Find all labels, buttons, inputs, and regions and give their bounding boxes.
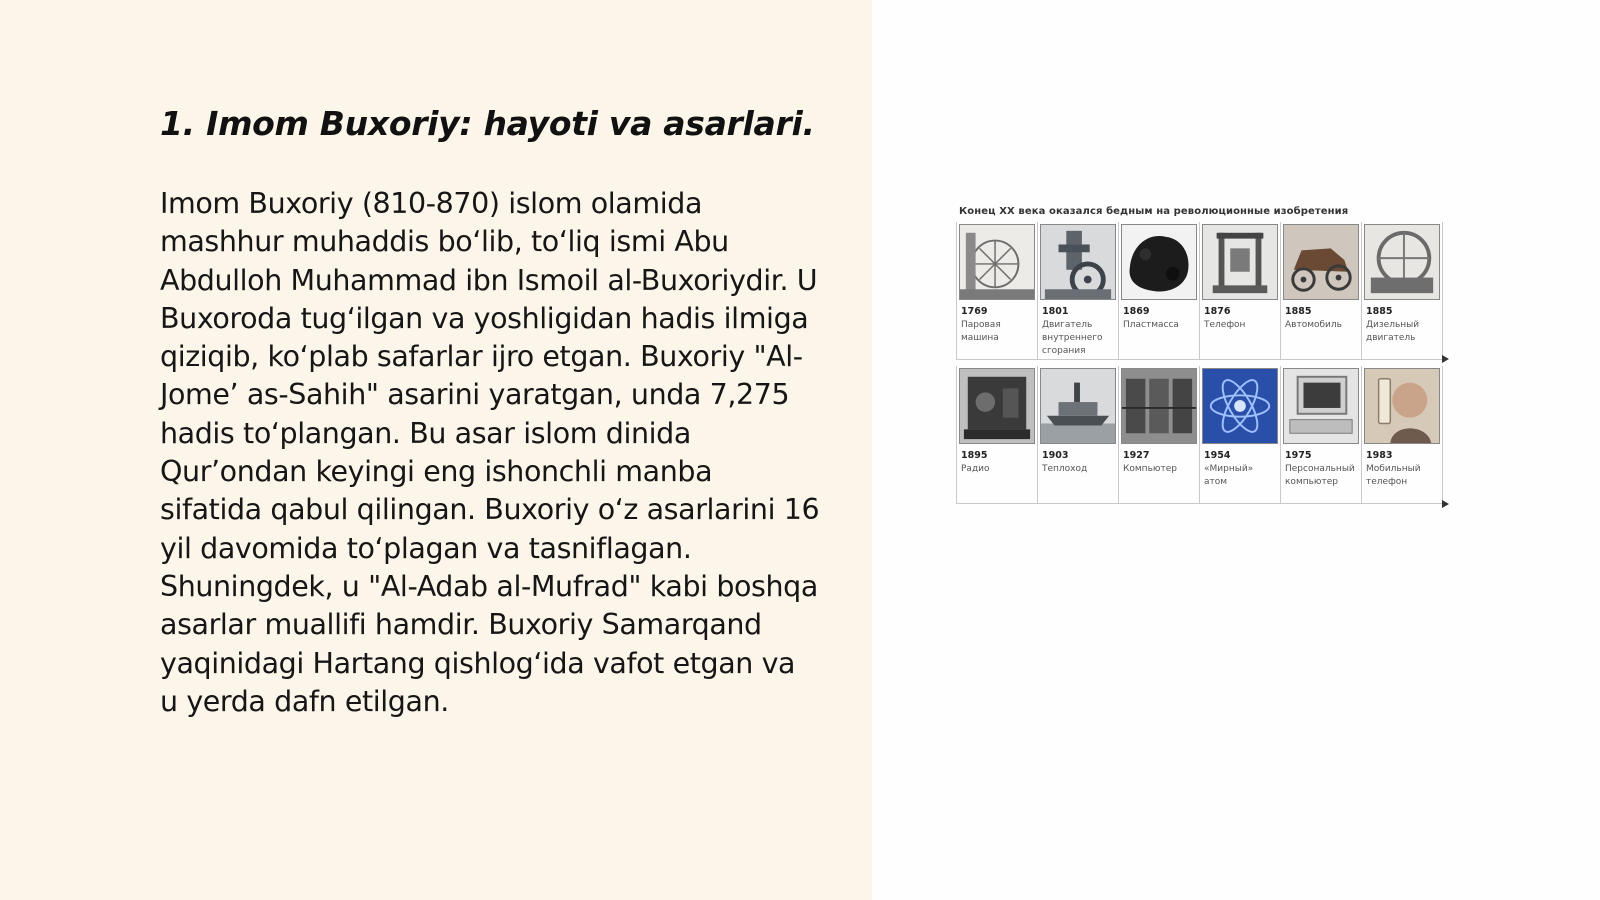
- mobile-phone-icon: [1364, 368, 1440, 444]
- radio-icon: [959, 368, 1035, 444]
- timeline-cell: [1119, 366, 1200, 503]
- telephone-icon: [1202, 224, 1278, 300]
- timeline-label: Персональный компьютер: [1285, 464, 1355, 487]
- timeline-label: Двигатель внутреннего сгорания: [1042, 320, 1103, 356]
- personal-computer-icon: [1283, 368, 1359, 444]
- timeline-row-1: [956, 222, 1447, 360]
- slide-body-text: Imom Buxoriy (810-870) islom olamida mashhur muhaddis boʻlib, toʻliq ismi Abu Abdulloh Muhammad ibn Ismoil al-Buxoriydir. U Buxoroda tugʻilgan va yoshligidan hadis ilmiga qiziqib, koʻplab safarlar ijro etgan. Buxoriy "Al-Jomeʼ as-Sahih" asarini yaratgan, unda 7,275 hadis toʻplangan. Bu asar islom dinida Qurʼondan keyingi eng ishonchli manba sifatida qabul qilingan. Buxoriy oʻz asarlarini 16 yil davomida toʻplagan va tasniflagan. Shuningdek, u "Al-Adab al-Mufrad" kabi boshqa asarlar muallifi hamdir. Buxoriy Samarqand yaqinidagi Hartang qishlogʻida vafot etgan va u yerda dafn etilgan.: [160, 187, 820, 718]
- timeline-year: 1895: [961, 450, 988, 461]
- timeline-cell: [1362, 222, 1443, 359]
- timeline-year: 1801: [1042, 306, 1069, 317]
- timeline-label: Автомобиль: [1285, 320, 1342, 330]
- timeline-year: 1885: [1285, 306, 1312, 317]
- timeline-year: 1954: [1204, 450, 1231, 461]
- timeline-cell: [1281, 366, 1362, 503]
- timeline-label: Радио: [961, 464, 990, 474]
- car-icon: [1283, 224, 1359, 300]
- timeline-label: Теплоход: [1042, 464, 1088, 474]
- timeline-label: Паровая машина: [961, 320, 1001, 343]
- diesel-engine-icon: [1364, 224, 1440, 300]
- timeline-year: 1885: [1366, 306, 1393, 317]
- timeline-year: 1869: [1123, 306, 1150, 317]
- timeline-cell: [1038, 366, 1119, 503]
- timeline-arrow-icon: [1442, 500, 1449, 508]
- slide-title: 1. Imom Buxoriy: hayoti va asarlari.: [160, 104, 815, 143]
- timeline-year: 1903: [1042, 450, 1069, 461]
- timeline-cell: [1200, 222, 1281, 359]
- inventions-timeline-image: [952, 200, 1452, 520]
- atom-icon: [1202, 368, 1278, 444]
- timeline-row-2: [956, 366, 1447, 504]
- plastic-icon: [1121, 224, 1197, 300]
- timeline-cell: [1038, 222, 1119, 359]
- timeline-label: Мобильный телефон: [1366, 464, 1421, 487]
- timeline-arrow-icon: [1442, 355, 1449, 363]
- timeline-heading: Конец XX века оказался бедным на революционные изобретения: [959, 206, 1349, 217]
- timeline-year: 1983: [1366, 450, 1393, 461]
- timeline-year: 1975: [1285, 450, 1312, 461]
- computer-icon: [1121, 368, 1197, 444]
- timeline-label: Телефон: [1204, 320, 1246, 330]
- timeline-year: 1769: [961, 306, 988, 317]
- timeline-label: Компьютер: [1123, 464, 1177, 474]
- timeline-year: 1927: [1123, 450, 1150, 461]
- timeline-label: Пластмасса: [1123, 320, 1179, 330]
- timeline-cell: [1281, 222, 1362, 359]
- timeline-label: Дизельный двигатель: [1366, 320, 1420, 343]
- timeline-cell: [1119, 222, 1200, 359]
- timeline-cell: [1200, 366, 1281, 503]
- timeline-cell: [957, 366, 1038, 503]
- timeline-cell: [1362, 366, 1443, 503]
- steam-engine-icon: [959, 224, 1035, 300]
- timeline-label: «Мирный» атом: [1204, 464, 1254, 487]
- timeline-year: 1876: [1204, 306, 1231, 317]
- ship-icon: [1040, 368, 1116, 444]
- timeline-cell: [957, 222, 1038, 359]
- combustion-engine-icon: [1040, 224, 1116, 300]
